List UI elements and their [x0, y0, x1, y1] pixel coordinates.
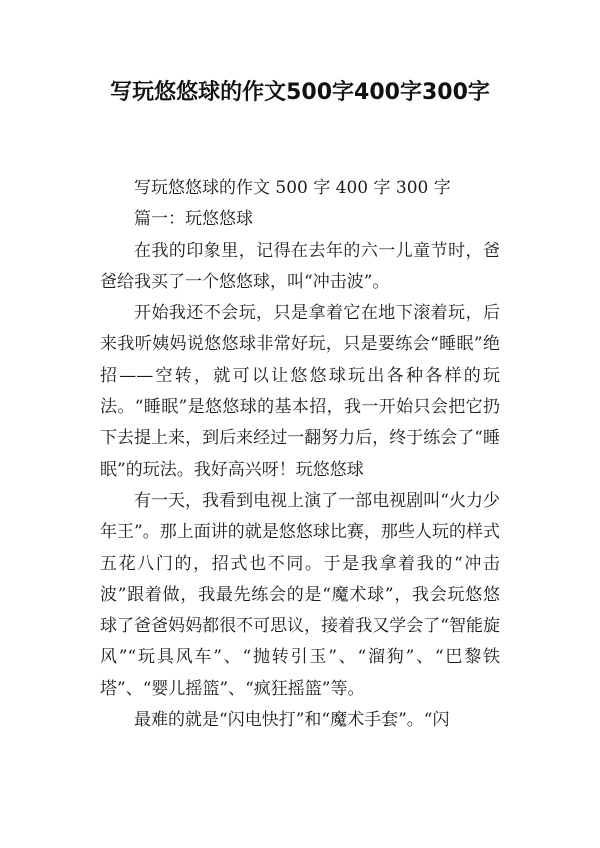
paragraph: 最难的就是“闪电快打”和“魔术手套”。“闪	[134, 710, 450, 731]
document-title: 写玩悠悠球的作文500字400字300字	[110, 80, 490, 105]
paragraph: 有一天，我看到电视上演了一部电视剧叫“火力少年王”。那上面讲的就是悠悠球比赛，那些人玩的样式五花八门的，招式也不同。于是我拿着我的“冲击波”跟着做，我最先练会的是“魔术球”，我会玩悠悠球了爸爸妈妈都很不可思议，接着我又学会了“智能旋风”“玩具风车”、“抛转引玉”、“溜狗”、“巴黎铁塔”、“婴儿摇篮”、“疯狂摇篮”等。	[100, 490, 500, 699]
paragraph-heading: 写玩悠悠球的作文 500 字 400 字 300 字	[134, 178, 451, 198]
document-body	[100, 173, 500, 736]
paragraph: 在我的印象里，记得在去年的六一儿童节时，爸爸给我买了一个悠悠球，叫“冲击波”。	[100, 240, 500, 292]
paragraph-section-label: 篇一：玩悠悠球	[134, 209, 253, 230]
paragraph: 开始我还不会玩，只是拿着它在地下滚着玩，后来我听姨妈说悠悠球非常好玩，只是要练会“睡眠”绝招——空转，就可以让悠悠球玩出各种各样的玩法。“睡眠”是悠悠球的基本招，我一开始只会把它扔下去提上来，到后来经过一翻努力后，终于练会了“睡眠”的玩法。我好高兴呀！玩悠悠球	[100, 303, 500, 480]
